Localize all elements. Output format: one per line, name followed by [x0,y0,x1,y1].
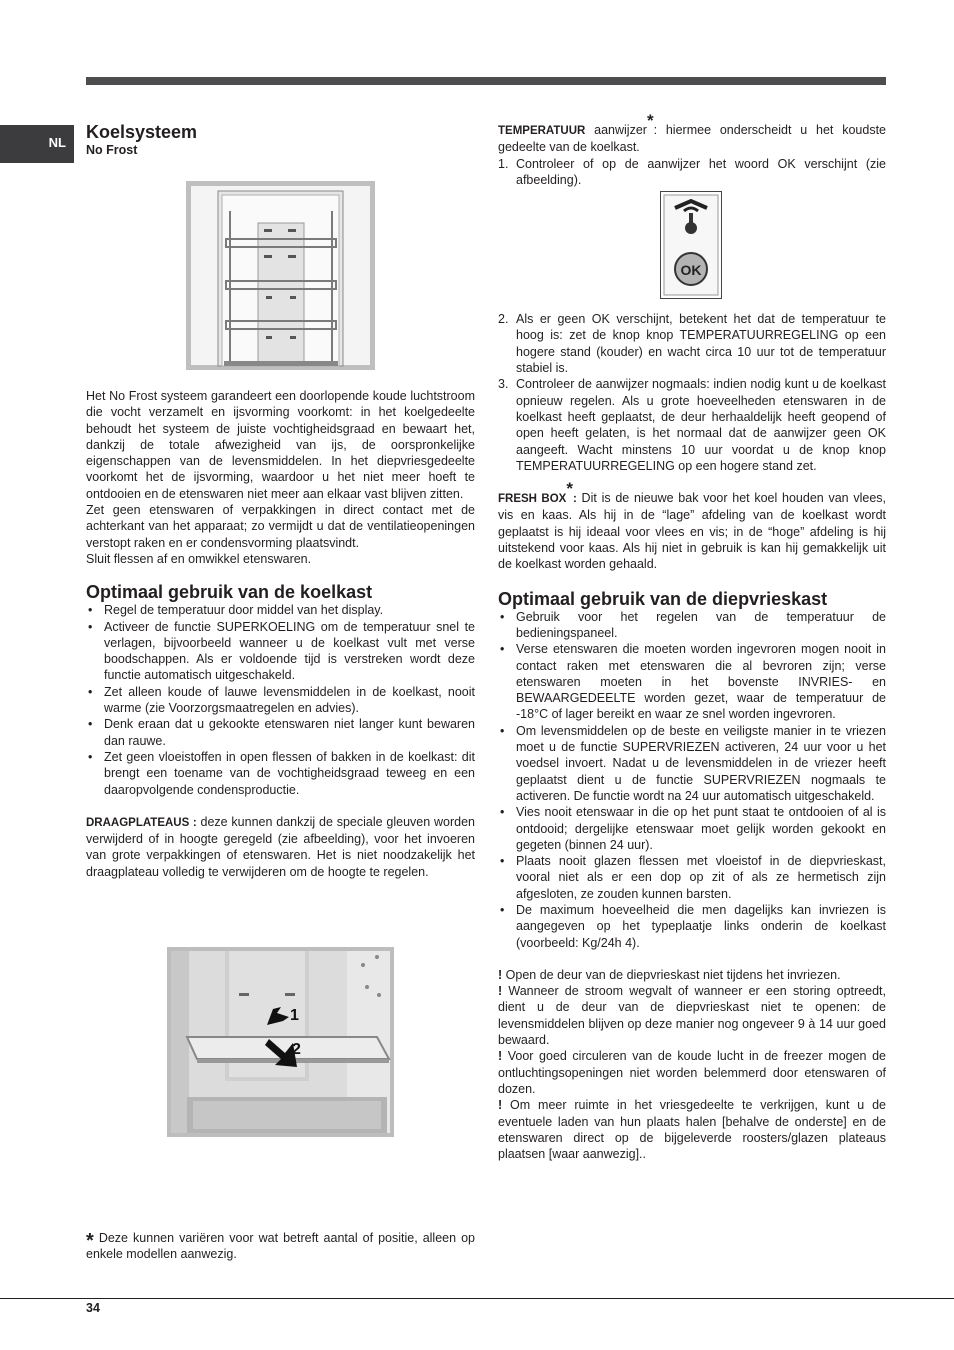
arrow-label-1: 1 [290,1007,299,1024]
step-text: Controleer of op de aanwijzer het woord OK verschijnt (zie afbeelding). [516,156,886,187]
no-frost-fridge-illustration [186,181,375,370]
arrow-label-2: 2 [292,1041,301,1058]
step-text: Als er geen OK verschijnt, betekent het dat de temperatuur te hoog is: zet de knop knop TEMPERATUURREGELING op een hogere stand (kouder) en wacht circa 10 uur tot de temperatuur stabiel is. [516,312,886,376]
shelf-adjust-illustration [167,947,394,1137]
temperature-steps-continued [498,311,886,474]
temperatuur-text-1: aanwijzer [585,123,647,137]
warning-mark: ! [498,1098,503,1113]
temperature-steps [498,156,886,189]
language-tab [0,125,74,163]
draagplateaus-paragraph [86,814,475,880]
section-title-koelkast: Optimaal gebruik van de koelkast [86,582,373,603]
no-frost-paragraph: Het No Frost systeem garandeert een doorlopende koude luchtstroom die vocht verzamelt en ijsvorming voorkomt: in het koelgedeelte behoudt het systeem de juiste vochtigheidsgraad en bewaart het, dankzij de totale afwezigheid van ijs, de oorspronkelijke eigenschappen van de levensmiddelen. In het diepvriesgedeelte voorkomt het de ijsvorming, waardoor u het niet meer hoeft te ontdooien en de etenswaren niet meer aan elkaar vast blijven zitten. [86,389,475,501]
draagplateaus-text: deze kunnen dankzij de speciale gleuven worden verwijderd of in hoogte geregeld (zie afbeelding), voor het invoeren van grote verpakkingen of etenswaren. Het is niet noodzakelijk het draagplateau volledig te verwijderen om de hoogte te regelen. [86,814,476,879]
list-item: • Activeer de functie SUPERKOELING om de temperatuur snel te verlagen, bijvoorbeeld wanneer u de koelkast vult met verse boodschappen. Als er voldoende tijd is verstreken wordt deze functie automatisch uitgeschakeld. [86,619,475,684]
list-item: • Zet geen vloeistoffen in open flessen of bakken in de koelkast: dit brengt een toename van de vochtigheidsgraad teweeg en een daaropvolgende condensproductie. [86,749,475,798]
bottles-paragraph: Sluit flessen af en omwikkel etenswaren. [86,551,312,566]
subtitle-no-frost: No Frost [86,143,138,157]
warning-item [498,967,886,983]
warning-text: Voor goed circuleren van de koude lucht in de freezer mogen de ontluchtingsopeningen niet worden belemmerd door etenswaren of dozen. [498,1049,886,1096]
ok-label: OK [680,262,702,278]
warning-text: Om meer ruimte in het vriesgedeelte te verkrijgen, kunt u de eventuele laden van hun plaats halen [behalve de onderste] en de etenswaren direct op de bijgeleverde roosters/glazen plateaus plaatsen [waar aanwezig].. [498,1098,886,1162]
list-item [498,311,886,376]
top-rule [86,77,886,85]
step-number: 1. [498,156,509,171]
temperatuur-text-2: : hiermee onderscheidt u het koudste gedeelte van de koelkast. [498,123,886,155]
list-item: • Gebruik voor het regelen van de temperatuur de bedieningspaneel. [498,609,886,642]
warning-mark: ! [498,1049,503,1064]
list-item: • Verse etenswaren die moeten worden ingevroren mogen nooit in contact raken met etenswaren die al bevroren zijn; verse etenswaren moeten in het bovenste INVRIES- en BEWAARGEDEELTE worden gezet, waar de temperatuur de -18°C of lager bereikt en waar ze snel worden ingevroren. [498,641,886,722]
footnote [86,1228,475,1263]
fresh-box-label: FRESH BOX [498,493,567,506]
warning-text: Wanneer de stroom wegvalt of wanneer er een storing optreedt, dient u de deur van de diepvrieskast niet te openen: de levensmiddelen blijven op deze manier nog ongeveer 9 à 14 uur goed bewaard. [498,984,886,1048]
warning-mark: ! [498,967,503,982]
bottom-rule [0,1298,954,1299]
fresh-box-text: Dit is de nieuwe bak voor het koel houden van vlees, vis en kaas. Als hij in de “lage” afdeling van de koelkast wordt geplaatst is hij ideaal voor vlees en vis; in de “hoge” afdeling is hij uitstekend voor kaas. Als hij niet in gebruik is kan hij gemakkelijk uit de koelkast worden gehaald. [498,491,886,572]
list-item: • Plaats nooit glazen flessen met vloeistof in de diepvrieskast, vooral niet als er een dop op zit of als ze hermetisch zijn afgesloten, ze zouden kunnen barsten. [498,853,886,902]
footnote-text: Deze kunnen variëren voor wat betreft aantal of positie, alleen op enkele modellen aanwezig. [86,1231,475,1262]
draagplateaus-label: DRAAGPLATEAUS : [86,816,197,829]
list-item [498,156,886,189]
list-item: • Regel de temperatuur door middel van het display. [86,602,475,618]
step-text: Controleer de aanwijzer nogmaals: indien nodig kunt u de koelkast opnieuw regelen. Als u grote hoeveelheden etenswaren in de koelkast heeft geplaatst, de deur herhaaldelijk heeft geopend of open heeft gelaten, is het normaal dat de aanwijzer geen OK aangeeft. Wacht minstens 10 uur voordat u de knop knop TEMPERATUURREGELING op een hogere stand zet. [516,377,886,473]
temperatuur-paragraph [498,111,886,156]
ok-indicator-illustration [660,191,722,299]
warning-mark: ! [498,984,503,999]
section-title-diepvrieskast: Optimaal gebruik van de diepvrieskast [498,588,828,609]
warning-item [498,1097,886,1162]
warning-text: Open de deur van de diepvrieskast niet tijdens het invriezen. [502,967,841,982]
diepvries-bullet-list [498,609,886,951]
footnote-asterisk: * [86,1230,94,1252]
step-number: 2. [498,312,509,327]
list-item: • De maximum hoeveelheid die men dagelijks kan invriezen is aangegeven op het typeplaatje links onderin de koelkast (voorbeeld: Kg/24h 4). [498,902,886,951]
list-item: • Zet alleen koude of lauwe levensmiddelen in de koelkast, nooit warme (zie Voorzorgsmaatregelen en advies). [86,684,475,717]
list-item [498,376,886,474]
list-item: • Om levensmiddelen op de beste en veiligste manier in te vriezen moet u de functie SUPERVRIEZEN activeren, 24 uur voor u het voedsel invoert. Nadat u de levensmiddelen in de vriezer heeft geplaatst dient u de functie SUPERVRIEZEN nogmaals te activeren. De functie wordt na 24 uur automatisch uitgeschakeld. [498,723,886,804]
list-item: • Vies nooit etenswaar in die op het punt staat te ontdooien of al is ontdooid; dergelijke etenswaar moet gelijk worden gekookt en gegeten (binnen 24 uur). [498,804,886,853]
fresh-box-paragraph: FRESH BOX*: Dit is de nieuwe bak voor het koel houden van vlees, vis en kaas. Als hij in de “lage” afdeling van de koelkast wordt geplaatst is hij ideaal voor vlees en vis; in de “hoge” afdeling is hij uitstekend voor kaas. Als hij niet in gebruik is kan hij gemakkelijk uit de koelkast worden gehaald. [498,479,886,572]
page-number: 34 [86,1301,100,1315]
step-number: 3. [498,377,509,392]
language-tab-label: NL [48,135,66,150]
temperatuur-label: TEMPERATUUR [498,125,586,137]
warning-item [498,1048,886,1097]
contact-paragraph: Zet geen etenswaren of verpakkingen in direct contact met de achterkant van het apparaat; zo vermijdt u dat de ventilatieopeningen verstopt raken en er condensvorming plaatsvindt. [86,503,475,550]
koelkast-bullet-list [86,602,475,798]
asterisk-mark: * [646,111,654,130]
section-title-koelsysteem: Koelsysteem [86,122,198,142]
asterisk-mark: * [566,479,573,499]
warning-item [498,983,886,1048]
list-item: • Denk eraan dat u gekookte etenswaren niet langer kunt bewaren dan rauwe. [86,716,475,749]
